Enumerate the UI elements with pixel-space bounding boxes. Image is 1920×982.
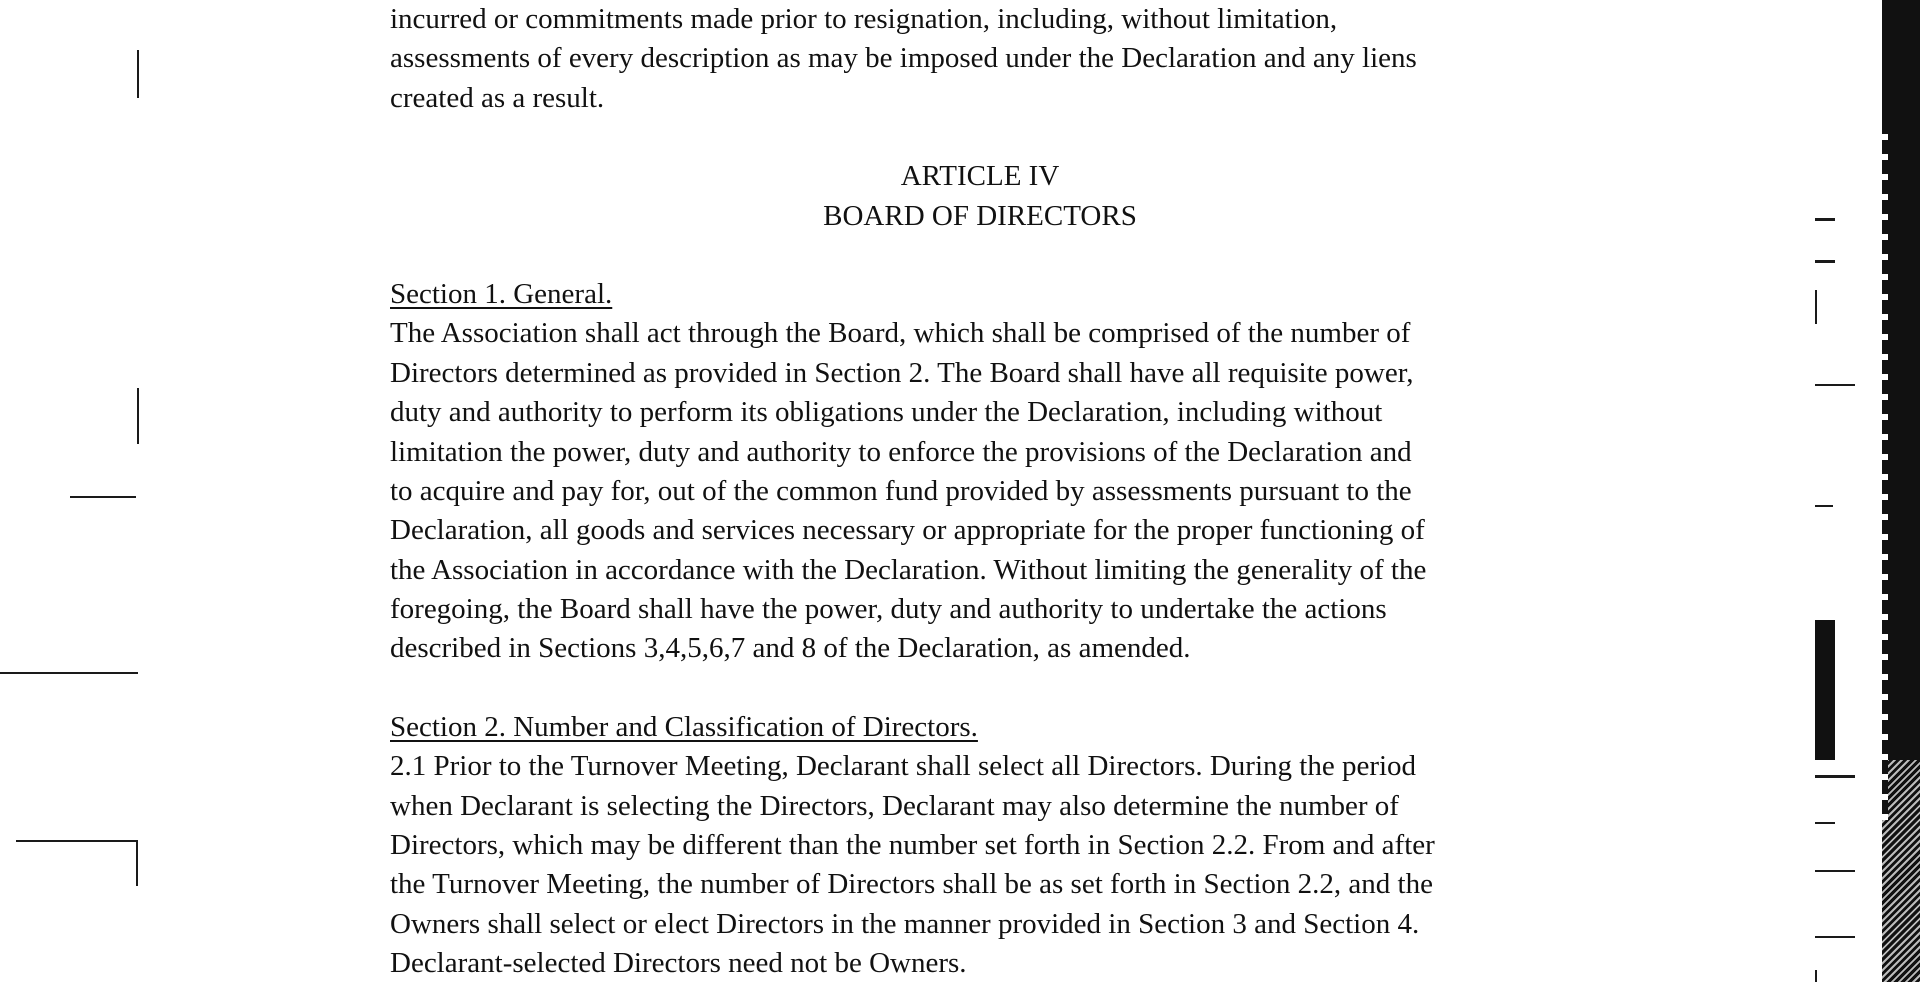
body-line: the Association in accordance with the Declaration. Without limiting the generality of the xyxy=(390,553,1427,586)
body-line: limitation the power, duty and authority to enforce the provisions of the Declaration and xyxy=(390,435,1412,468)
body-line: described in Sections 3,4,5,6,7 and 8 of the Declaration, as amended. xyxy=(390,632,1191,665)
body-line: duty and authority to perform its obligations under the Declaration, including without xyxy=(390,396,1383,429)
body-line: created as a result. xyxy=(390,81,605,114)
scan-edge-gap xyxy=(1882,120,1888,820)
margin-mark xyxy=(1815,384,1855,386)
margin-mark xyxy=(16,840,136,842)
article-title: BOARD OF DIRECTORS xyxy=(823,199,1137,232)
margin-mark xyxy=(1815,822,1835,824)
section-heading xyxy=(390,708,1620,747)
margin-mark xyxy=(1815,290,1817,324)
margin-mark xyxy=(1815,505,1833,507)
body-line: incurred or commitments made prior to resignation, including, without limitation, xyxy=(390,3,1338,35)
document-body xyxy=(390,0,1620,982)
margin-mark xyxy=(1815,936,1855,938)
body-line: assessments of every description as may be imposed under the Declaration and any liens xyxy=(390,42,1417,75)
margin-mark xyxy=(1815,970,1817,982)
body-line: to acquire and pay for, out of the common fund provided by assessments pursuant to the xyxy=(390,474,1412,507)
margin-mark xyxy=(70,496,136,498)
body-line: Directors, which may be different than the number set forth in Section 2.2. From and after xyxy=(390,829,1435,862)
body-line: The Association shall act through the Board, which shall be comprised of the number of xyxy=(390,317,1411,350)
section-heading-text: Section 2. Number and Classification of Directors. xyxy=(390,710,978,743)
body-line: foregoing, the Board shall have the power, duty and authority to undertake the actions xyxy=(390,593,1387,626)
body-line: Declaration, all goods and services necessary or appropriate for the proper functioning of xyxy=(390,514,1425,547)
margin-mark xyxy=(0,672,138,674)
section-heading xyxy=(390,275,1620,314)
margin-mark xyxy=(1815,775,1855,778)
body-line: when Declarant is selecting the Directors, Declarant may also determine the number of xyxy=(390,789,1399,822)
margin-mark xyxy=(137,388,139,444)
body-line: 2.1 Prior to the Turnover Meeting, Declarant shall select all Directors. During the period xyxy=(390,750,1417,783)
body-line: the Turnover Meeting, the number of Directors shall be as set forth in Section 2.2, and the xyxy=(390,868,1433,901)
body-line: Directors determined as provided in Section 2. The Board shall have all requisite power, xyxy=(390,356,1414,389)
margin-mark xyxy=(137,50,139,98)
body-line: Owners shall select or elect Directors in the manner provided in Section 3 and Section 4. xyxy=(390,907,1420,940)
body-line: Declarant-selected Directors need not be Owners. xyxy=(390,947,967,980)
section-heading-text: Section 1. General. xyxy=(390,277,613,310)
margin-mark xyxy=(1815,218,1835,221)
margin-mark xyxy=(1815,870,1855,872)
scan-block xyxy=(1815,620,1835,760)
margin-mark xyxy=(136,840,138,886)
article-number: ARTICLE IV xyxy=(900,160,1060,193)
margin-mark xyxy=(1815,260,1835,263)
